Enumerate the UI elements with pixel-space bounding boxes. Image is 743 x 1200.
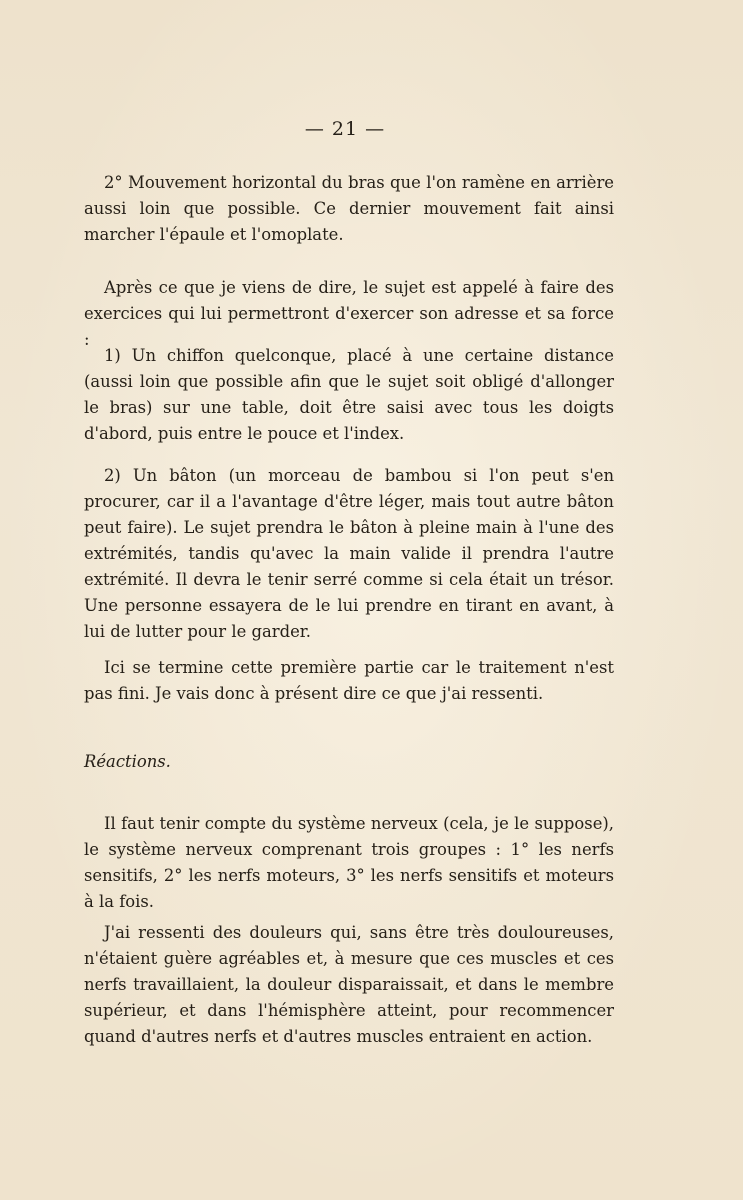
- page-number: — 21 —: [304, 118, 386, 140]
- section-heading-reactions: Réactions.: [84, 752, 171, 771]
- paragraph-exercise-stick: 2) Un bâton (un morceau de bambou si l'on peut s'en procurer, car il a l'avantage d'être léger, mais tout autre bâton peut faire). Le sujet prendra le bâton à pleine main à l'une des extrémités, tandis qu'avec la main valide il prendra l'autre extrémité. Il devra le tenir serré comme si cela était un trésor. Une personne essayera de le lui prendre en tirant en avant, à lui de lutter pour le garder.: [84, 466, 614, 641]
- paragraph-end-first-part: Ici se termine cette première partie car le traitement n'est pas fini. Je vais donc à présent dire ce que j'ai ressenti.: [84, 658, 614, 703]
- paragraph-pain-description: J'ai ressenti des douleurs qui, sans être très douloureuses, n'étaient guère agréables et, à mesure que ces muscles et ces nerfs travaillaient, la douleur disparaissait, et dans le membre supérieur, et dans l'hémisphère atteint, pour recommencer quand d'autres nerfs et d'autres muscles entraient en action.: [84, 923, 614, 1046]
- paragraph-exercises-intro: Après ce que je viens de dire, le sujet est appelé à faire des exercices qui lui permettront d'exercer son adresse et sa force :: [84, 278, 614, 349]
- paragraph-nervous-system: Il faut tenir compte du système nerveux (cela, je le suppose), le système nerveux comprenant trois groupes : 1° les nerfs sensitifs, 2° les nerfs moteurs, 3° les nerfs sensitifs et moteurs à la fois.: [84, 814, 614, 911]
- paragraph-shoulder-movement: 2° Mouvement horizontal du bras que l'on ramène en arrière aussi loin que possible. Ce dernier mouvement fait ainsi marcher l'épaule et l'omoplate.: [84, 173, 614, 244]
- paragraph-exercise-cloth: 1) Un chiffon quelconque, placé à une certaine distance (aussi loin que possible afin que le sujet soit obligé d'allonger le bras) sur une table, doit être saisi avec tous les doigts d'abord, puis entre le pouce et l'index.: [84, 346, 614, 443]
